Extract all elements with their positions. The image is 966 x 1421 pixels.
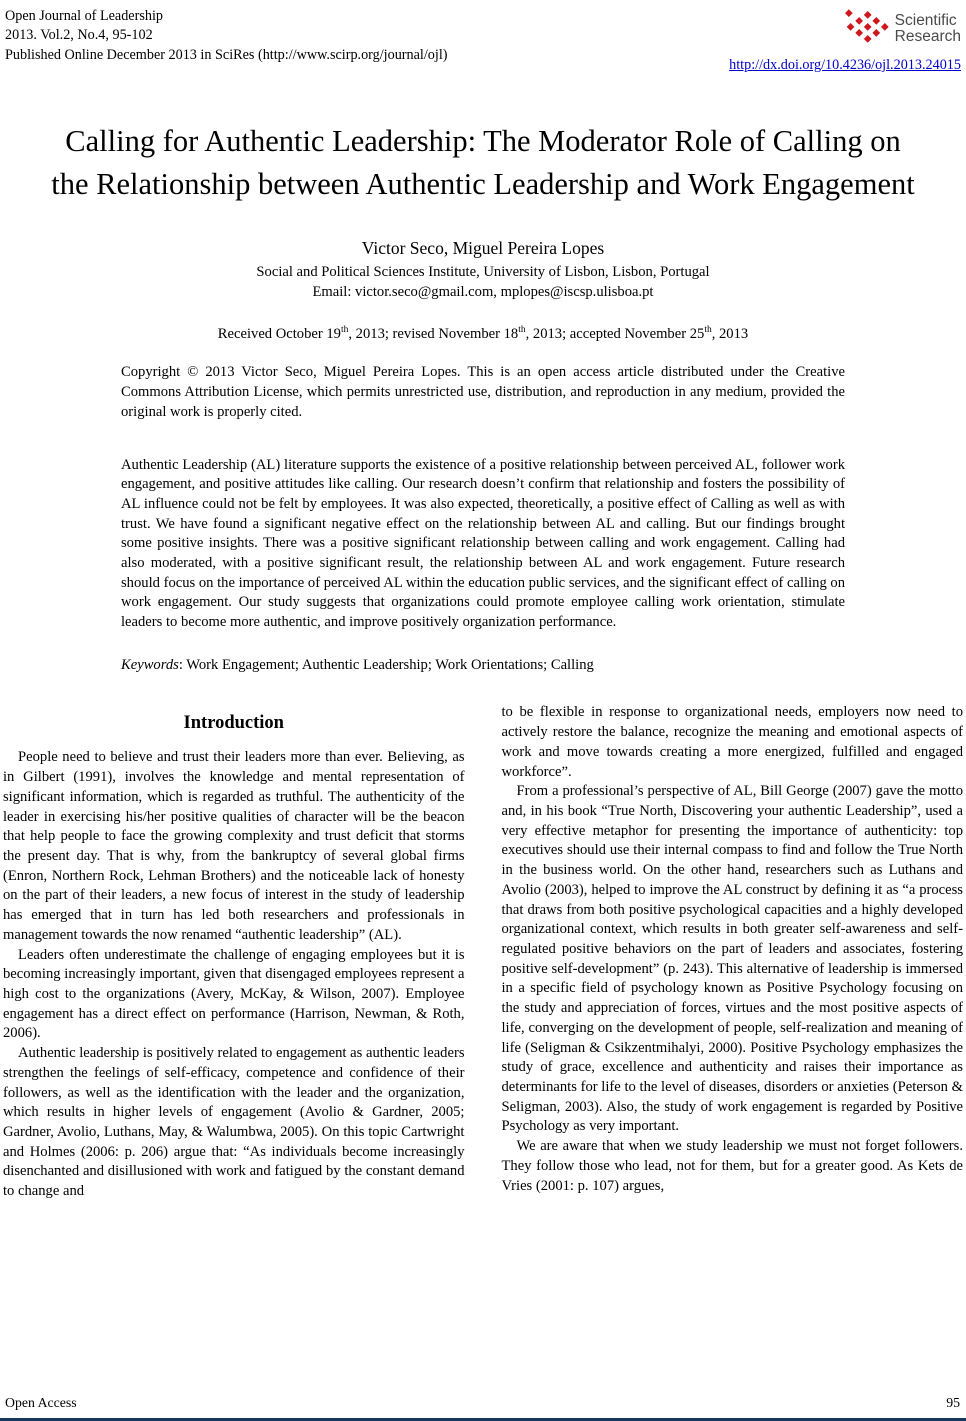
- page-footer: [5, 1395, 960, 1411]
- paragraph: Authentic leadership is positively related to engagement as authentic leaders strengthen the feelings of self-efficacy, competence and confidence of their followers, as well as the identification with the leader and the organization, which results in higher levels of engagement (Avolio & Gardner, 2005; Gardner, Avolio, Luthans, May, & Walumbwa, 2005). On this topic Cartwright and Holmes (2006: p. 206) argue that: “As individuals become increasingly disenchanted and disillusioned with work and fatigued by the constant demand to change and: [3, 1045, 465, 1200]
- journal-issue: 2013. Vol.2, No.4, 95-102: [5, 27, 153, 44]
- journal-title: Open Journal of Leadership: [5, 8, 163, 24]
- authors-line: Victor Seco, Miguel Pereira Lopes: [361, 237, 605, 258]
- article-title: Calling for Authentic Leadership: The Moderator Role of Calling on the Relationship between Authentic Leadership and Work Engagement: [51, 124, 915, 202]
- paragraph: to be flexible in response to organizational needs, employers now need to actively restore the balance, recognize the meaning and emotional aspects of work and move towards creating a more energized, fulfilled and engaged workforce”.: [501, 704, 963, 780]
- paragraph: People need to believe and trust their leaders more than ever. Believing, as in Gilbert (1991), involves the knowledge and mental representation of significant information, which is regarded as truthful. The authenticity of the leader in exercising his/her positive qualities of character will be the beacon that help people to face the growing complexity and trust deficit that storms the present day. That is why, from the bankruptcy of several global firms (Enron, Northern Rock, Lehman Brothers) and the noticeable lack of honesty on the part of their leaders, a new focus of interest in the study of leadership has emerged that in turn has led both researchers and professionals in management towards the now renamed “authentic leadership” (AL).: [3, 749, 465, 943]
- page-number: 95: [946, 1395, 960, 1410]
- page-header: [0, 0, 966, 74]
- affiliation-line: Social and Political Sciences Institute, University of Lisbon, Lisbon, Portugal: [256, 263, 710, 280]
- open-access-label: Open Access: [5, 1395, 77, 1410]
- body-columns: [0, 703, 966, 1202]
- abstract-text: Authentic Leadership (AL) literature supports the existence of a positive relationship between perceived AL, follower work engagement, and positive attitudes like calling. Our research doesn’t confirm that relationship and fosters the possibility of AL influence could not be felt by employees. It was also expected, theoretically, a positive effect of Calling as well as with trust. We have found a significant negative effect on the relationship between AL and calling. But our findings brought some positive insights. There was a positive significant relationship between calling and work engagement. Calling had also moderated, with a positive significant result, the relationship between AL and work engagement. Future research should focus on the importance of perceived AL within the education public services, and the significant effect of calling on work engagement. Our study suggests that organizations could promote employee calling work orientation, stimulate leaders to become more authentic, and improve positively organization performance.: [121, 456, 845, 631]
- paragraph: Leaders often underestimate the challenge of engaging employees but it is becoming increasingly important, given that disengaged employees represent a high cost to the organizations (Avery, McKay, & Wilson, 2007). Employee engagement has a direct effect on performance (Harrison, Newman, & Roth, 2006).: [3, 946, 465, 1042]
- email-line: Email: victor.seco@gmail.com, mplopes@iscsp.ulisboa.pt: [312, 283, 654, 300]
- scientific-research-logo: [842, 7, 961, 50]
- keywords-line: [121, 656, 845, 676]
- keywords-list: : Work Engagement; Authentic Leadership; Work Orientations; Calling: [178, 656, 594, 673]
- doi-link[interactable]: http://dx.doi.org/10.4236/ojl.2013.24015: [729, 57, 961, 73]
- scientific-research-diamonds-icon: [842, 7, 890, 50]
- journal-info: [5, 7, 448, 65]
- header-right: [729, 7, 961, 74]
- scientific-research-wordmark: Scientific Research: [894, 11, 961, 45]
- right-column: [502, 703, 964, 1202]
- paragraph: We are aware that when we study leadership we must not forget followers. They follow those who lead, not for them, but for a greater good. As Kets de Vries (2001: p. 107) argues,: [501, 1138, 963, 1194]
- received-line: Received October 19th, 2013; revised November 18th, 2013; accepted November 25th, 2013: [217, 324, 749, 342]
- copyright-notice: Copyright © 2013 Victor Seco, Miguel Pereira Lopes. This is an open access article distributed under the Creative Commons Attribution License, which permits unrestricted use, distribution, and reproduction in any medium, provided the original work is properly cited.: [121, 364, 845, 420]
- left-column: [3, 703, 465, 1202]
- published-online-line: Published Online December 2013 in SciRes (http://www.scirp.org/journal/ojl): [5, 46, 448, 63]
- introduction-heading: Introduction: [183, 713, 284, 734]
- keywords-label: Keywords: [121, 656, 179, 673]
- paragraph: From a professional’s perspective of AL, Bill George (2007) gave the motto and, in his book “True North, Discovering your authentic Leadership”, used a very effective metaphor for presenting the importance of authenticity: top executives should use their internal compass to find and follow the True North in the business world. On the other hand, researchers such as Luthans and Avolio (2003), helped to improve the AL construct by defining it as “a process that draws from both positive psychological capacities and a highly developed organizational context, which results in both greater self-awareness and self-regulated positive behaviors on the part of leaders and associates, fostering positive self-development” (p. 243). This alternative of leadership is immersed in a specific field of psychology known as Positive Psychology focusing on the study and appreciation of forces, virtues and the most positive aspects of life, converging on the development of people, self-realization and meaning of life (Seligman & Csikzentmihalyi, 2000). Positive Psychology emphasizes the study of grace, excellence and authenticity and raises their importance as determinants for life to the level of diseases, disorders or anxieties (Peterson & Seligman, 2003). Also, the study of work engagement is regarded by Positive Psychology as very important.: [501, 783, 963, 1135]
